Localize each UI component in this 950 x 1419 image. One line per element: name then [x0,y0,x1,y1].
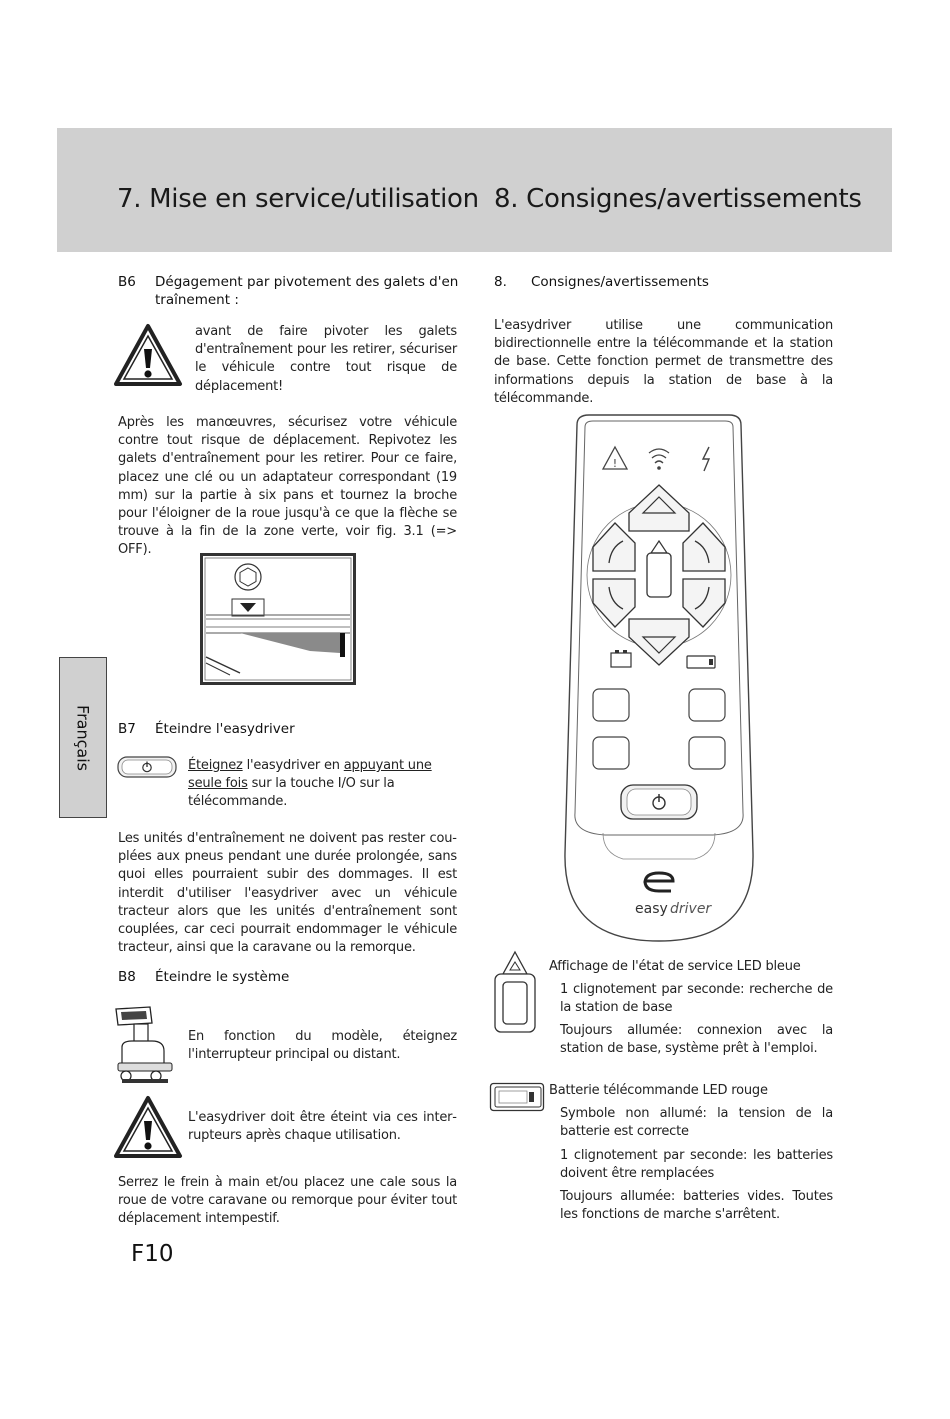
b6-number: B6 [118,274,136,290]
led-red-item1: Symbole non allumé: la tension de la batterie est correcte [560,1106,833,1140]
led-red-item2: 1 clignotement par seconde: les batteries doivent être remplacées [560,1148,833,1182]
power-button-icon [116,755,178,779]
led-red-item3: Toujours allumée: batteries vides. Toutes les fonctions de marche s'arrêtent. [560,1189,833,1223]
b8-body: Serrez le frein à main et/ou placez une cale sous la roue de votre caravane ou remorque pour éviter tout déplacement intempestif. [118,1175,457,1227]
b6-heading-cont [155,292,239,308]
battery-icon [489,1082,545,1112]
led-blue-item2: Toujours allumée: connexion avec la station de base, système prêt à l'emploi. [560,1023,833,1057]
section-8-heading [494,274,709,290]
b8-warning-text: L'easydriver doit être éteint via ces interrupteurs après chaque utilisation. [188,1110,457,1144]
b7-instr-text-end: sur la touche I/O sur la télécommande. [188,776,395,810]
b6-body: Après les manœuvres, sécurisez votre véhicule contre tout risque de déplacement. Repivotez les galets d'entraînement pour les retirer. Pour ce faire, placez une clé ou un adaptateur correspondant (19 mm) sur la partie à six pans et tournez la broche pour l'éloigner de la roue jusqu'à ce que la flèche se trouve à la fin de la zone verte, voir fig. 3.1 (=> OFF). [118,415,457,558]
warning-triangle-icon [113,1095,183,1159]
led-blue-title: Affichage de l'état de service LED bleue [549,959,801,974]
section-8-title: Consignes/avertissements [531,274,709,290]
b6-title-line1: Dégagement par pivotement des galets d'en [155,274,459,290]
b7-number: B7 [118,721,136,737]
b6-title-line2: traînement : [155,292,239,308]
b8-switch-text: En fonction du modèle, éteignez l'interrupteur principal ou distant. [188,1029,457,1063]
section-8-number: 8. [494,274,507,290]
main-switch-icon [112,1005,178,1085]
section-title-8: 8. Consignes/avertissements [494,184,862,214]
section-title-7: 7. Mise en service/utilisation [117,184,479,214]
remote-logo-driver: driver [670,901,712,917]
led-blue-item1: 1 clignotement par seconde: recherche de la station de base [560,982,833,1016]
b7-instr-switch-off: Éteignez [188,758,243,773]
warning-triangle-icon [113,323,183,387]
remote-control-illustration [563,413,755,945]
b7-instr-text: l'easydriver en [242,758,344,773]
b8-title: Éteindre le système [155,969,290,985]
b6-heading [118,274,458,290]
b8-heading [118,969,289,985]
b8-number: B8 [118,969,136,985]
page-number: F10 [131,1241,174,1267]
language-tab [59,657,107,818]
b7-instr-press-once: appuyant une seule fois [188,758,432,792]
b7-instruction [188,757,460,812]
led-red-title: Batterie télécommande LED rouge [549,1083,768,1098]
section-8-intro: L'easydriver utilise une communication bidirectionnelle entre la télécommande et la station de base. Cette fonction permet de transmettre des informations depuis la station de base à la télécommande. [494,318,833,406]
svg-text:!: ! [612,457,618,470]
b7-title: Éteindre l'easydriver [155,721,295,737]
remote-logo-easy: easy [635,901,668,917]
led-vehicle-icon [491,950,539,1036]
b7-body: Les unités d'entraînement ne doivent pas rester couplées aux pneus pendant une durée prolongée, sans quoi elles pourraient subir des dommages. Il est interdit d'utiliser l'easydriver avec un véhicule tracteur alors que les unités d'entraînement sont couplées, car ceci pourrait endommager le véhicule tracteur, ainsi que la caravane ou la remorque. [118,831,457,956]
drive-unit-figure [200,553,356,685]
b6-warning-text: avant de faire pivoter les galets d'entraînement pour les retirer, sécuriser le véhicule contre tout risque de déplacement! [195,324,457,394]
b7-heading [118,721,295,737]
language-tab-label: Français [73,704,93,771]
